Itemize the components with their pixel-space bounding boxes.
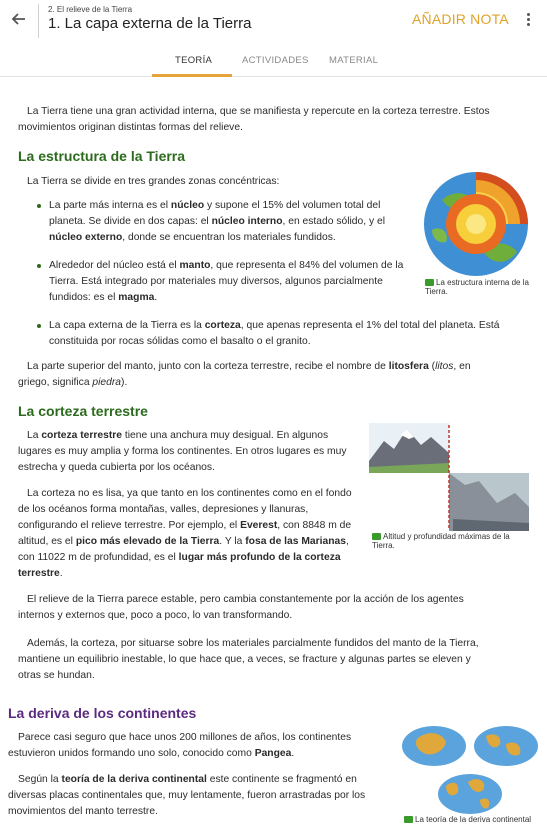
balance-line-3: otras se hundan. [18, 670, 95, 681]
crust-paragraph-2: La corteza no es lisa, ya que tanto en los continentes como en el fondo de los océanos forma montañas, valles, depresiones y llanuras, configurando el relieve terrestre. Por ejemplo, el Everest, con 8848 m de altitud, es el pico más elevado de la Tierra. Y la fosa de las Marianas, con 11022 m de profundidad, es el lugar más profundo de la corteza terrestre. [18, 488, 352, 579]
camera-icon [425, 279, 434, 286]
tab-bar [0, 46, 547, 77]
breadcrumb: 2. El relieve de la Tierra [48, 5, 133, 14]
tab-actividades[interactable]: ACTIVIDADES [242, 55, 309, 66]
crust-paragraph-1: La corteza terrestre tiene una anchura muy desigual. En algunos lugares es muy amplia y forma los continentes. En otros lugares es muy estrecha y queda cubierta por los océanos. [18, 430, 347, 473]
section-heading-structure: La estructura de la Tierra [18, 148, 186, 164]
lesson-content[interactable] [0, 78, 547, 830]
intro-line-2: movimientos originan distintas formas del relieve. [18, 122, 243, 133]
intro-line-1: La Tierra tiene una gran actividad interna, que se manifiesta y repercute en la corteza terrestre. Estos [27, 106, 490, 117]
page-title: 1. La capa externa de la Tierra [48, 15, 252, 32]
relief-line-1: El relieve de la Tierra parece estable, pero cambia constantemente por la acción de los agentes [27, 594, 464, 605]
continental-drift-caption: La teoría de la deriva continental [404, 816, 534, 825]
relief-line-2: internos y externos que, poco a poco, lo van transformando. [18, 610, 293, 621]
earth-structure-image [422, 170, 530, 278]
earth-structure-caption: La estructura interna de la Tierra. [425, 278, 529, 296]
section-heading-crust: La corteza terrestre [18, 403, 148, 419]
drift-paragraph-2: Según la teoría de la deriva continental este continente se fragmentó en diversas placas continentales que, muy lentamente, fueron arrastradas por los movimientos del manto terrestre. [8, 774, 366, 817]
active-tab-indicator [152, 74, 232, 77]
back-arrow-icon[interactable] [8, 8, 30, 30]
camera-icon [372, 533, 381, 540]
continental-drift-image [400, 724, 540, 814]
divider [38, 4, 39, 38]
altitude-depth-image [369, 423, 529, 531]
tab-material[interactable]: MATERIAL [329, 55, 379, 66]
drift-paragraph-1: Parece casi seguro que hace unos 200 millones de años, los continentes estuvieron unidos formando uno solo, conocido como Pangea. [8, 732, 352, 759]
section-heading-drift: La deriva de los continentes [8, 705, 197, 721]
balance-line-2: mantiene un equilibrio inestable, lo que hace que, a veces, se fracture y algunas partes se eleven y [18, 654, 471, 665]
more-options-icon[interactable] [522, 11, 534, 29]
list-item-manto: Alrededor del núcleo está el manto, que representa el 84% del volumen de la Tierra. Está integrado por materiales muy diversos, algunos parcialmente fundidos: es el magma. [36, 258, 411, 306]
litosfera-line-2: griego, significa piedra). [18, 377, 128, 388]
add-note-button[interactable]: AÑADIR NOTA [412, 11, 509, 27]
litosfera-line-1: La parte superior del manto, junto con la corteza terrestre, recibe el nombre de litosfera (litos, en [27, 361, 471, 372]
structure-lead: La Tierra se divide en tres grandes zonas concéntricas: [27, 176, 280, 187]
app-bar [0, 0, 547, 46]
balance-line-1: Además, la corteza, por situarse sobre los materiales parcialmente fundidos del manto de la Tierra, [27, 638, 479, 649]
camera-icon [404, 816, 413, 823]
altitude-depth-caption: Altitud y profundidad máximas de la Tierra. [372, 532, 510, 550]
list-item-corteza: La capa externa de la Tierra es la corteza, que apenas representa el 1% del total del planeta. Está constituida por rocas sólidas como el basalto o el granito. [36, 318, 536, 350]
list-item-nucleo: La parte más interna es el núcleo y supone el 15% del volumen total del planeta. Se divide en dos capas: el núcleo interno, en estado sólido, y el núcleo externo, donde se encuentran los materiales fundidos. [36, 198, 411, 246]
tab-teoria[interactable]: TEORÍA [175, 55, 213, 66]
